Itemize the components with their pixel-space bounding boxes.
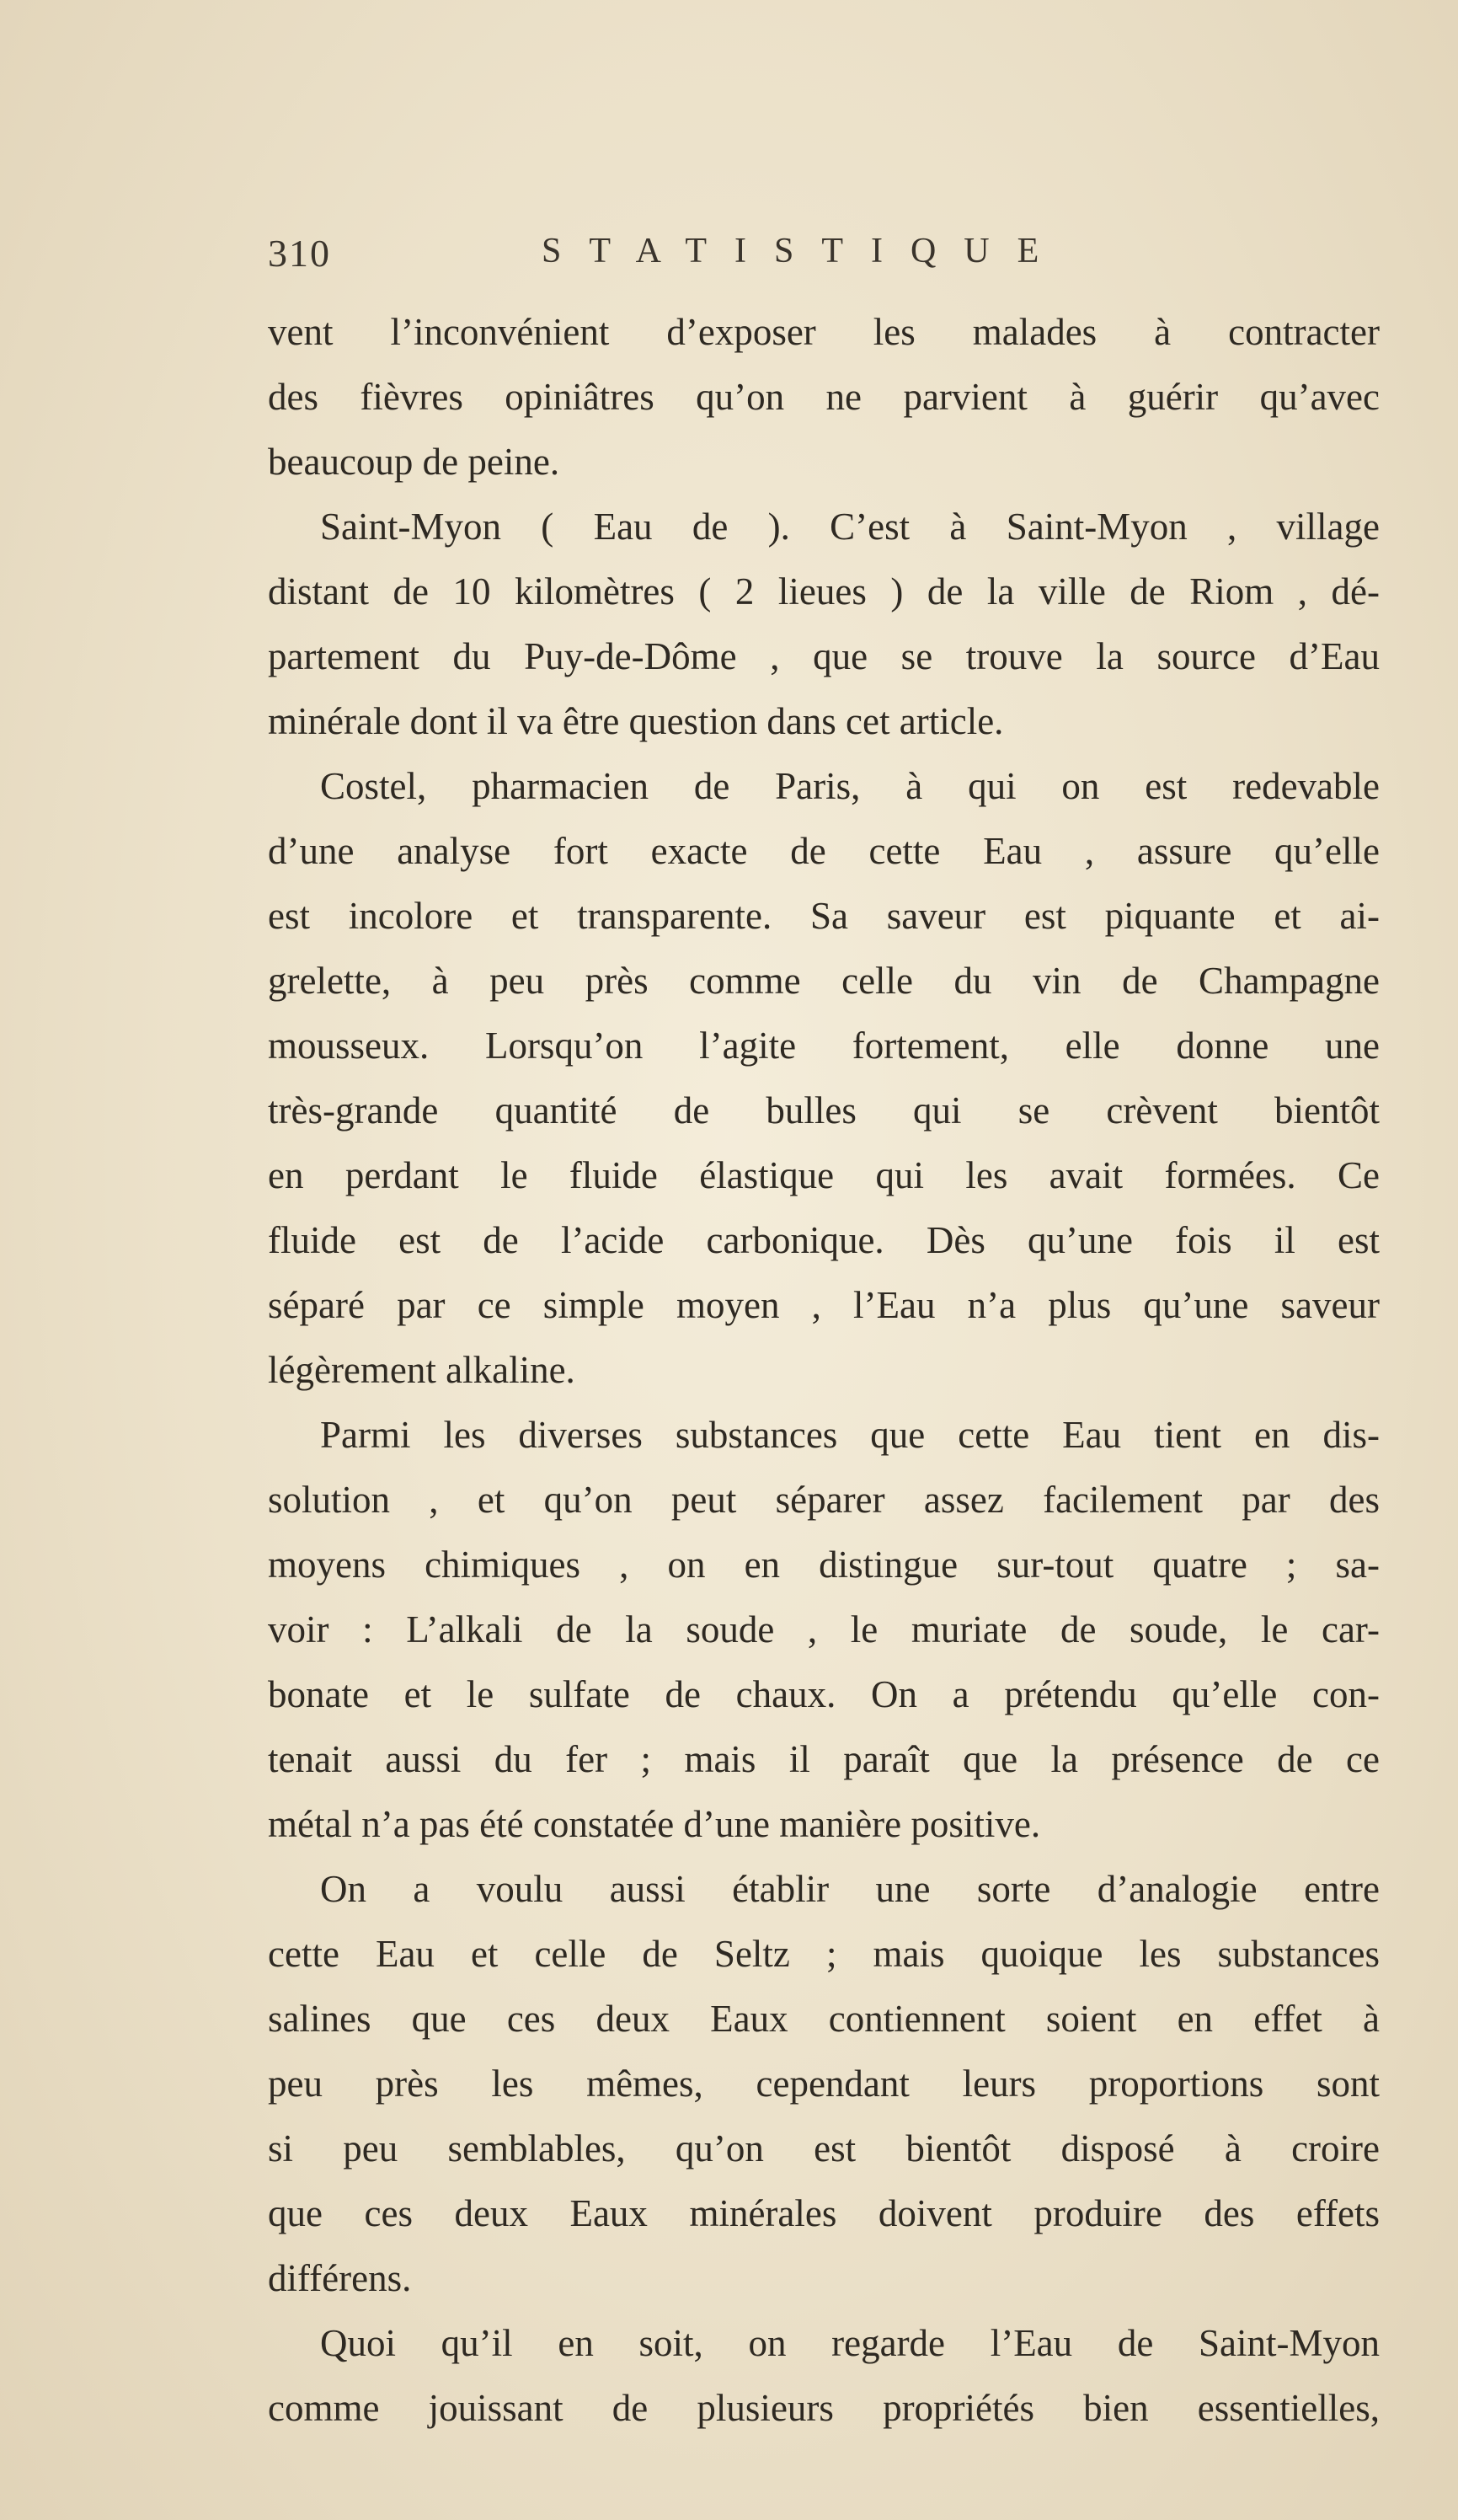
text-line: métal n’a pas été constatée d’une manière positive. [268,1803,1041,1845]
text-line: différens. [268,2257,412,2299]
text-line: bonate et le sulfate de chaux. On a prétendu qu’elle con- [268,1673,1380,1715]
text-line: Parmi les diverses substances que cette Eau tient en dis- [320,1414,1380,1456]
text-line: voir : L’alkali de la soude , le muriate de soude, le car- [268,1608,1380,1651]
text-line: tenait aussi du fer ; mais il paraît que la présence de ce [268,1738,1380,1780]
text-line: en perdant le fluide élastique qui les avait formées. Ce [268,1154,1380,1196]
text-line: mousseux. Lorsqu’on l’agite fortement, elle donne une [268,1025,1380,1067]
text-line: est incolore et transparente. Sa saveur est piquante et ai- [268,895,1380,937]
page-number: 310 [268,232,331,275]
text-line: que ces deux Eaux minérales doivent produire des effets [268,2192,1380,2234]
text-line: des fièvres opiniâtres qu’on ne parvient à guérir qu’avec [268,376,1380,418]
text-line: distant de 10 kilomètres ( 2 lieues ) de la ville de Riom , dé- [268,570,1380,613]
page-header [268,231,1110,281]
text-line: beaucoup de peine. [268,441,560,483]
text-line: légèrement alkaline. [268,1349,575,1391]
text-line: si peu semblables, qu’on est bientôt disposé à croire [268,2127,1380,2170]
text-line: d’une analyse fort exacte de cette Eau , assure qu’elle [268,830,1380,872]
text-line: comme jouissant de plusieurs propriétés bien essentielles, [268,2387,1380,2429]
text-line: cette Eau et celle de Seltz ; mais quoique les substances [268,1933,1380,1975]
text-line: fluide est de l’acide carbonique. Dès qu’une fois il est [268,1219,1380,1261]
body-text [268,300,1380,2441]
text-line: moyens chimiques , on en distingue sur-tout quatre ; sa- [268,1544,1380,1586]
text-line: minérale dont il va être question dans cet article. [268,700,1004,742]
text-line: Quoi qu’il en soit, on regarde l’Eau de Saint-Myon [320,2322,1380,2364]
text-line: grelette, à peu près comme celle du vin de Champagne [268,960,1380,1002]
text-line: Saint-Myon ( Eau de ). C’est à Saint-Myon , village [320,506,1380,548]
text-line: solution , et qu’on peut séparer assez facilement par des [268,1479,1380,1521]
text-line: On a voulu aussi établir une sorte d’analogie entre [320,1868,1380,1910]
text-line: vent l’inconvénient d’exposer les malades à contracter [268,311,1380,353]
text-line: très-grande quantité de bulles qui se crèvent bientôt [268,1089,1380,1132]
text-line: séparé par ce simple moyen , l’Eau n’a plus qu’une saveur [268,1284,1380,1326]
text-line: salines que ces deux Eaux contiennent soient en effet à [268,1998,1380,2040]
text-line: partement du Puy-de-Dôme , que se trouve la source d’Eau [268,635,1380,677]
text-line: Costel, pharmacien de Paris, à qui on est redevable [320,765,1380,807]
text-line: peu près les mêmes, cependant leurs proportions sont [268,2063,1380,2105]
running-head: STATISTIQUE [542,232,1067,270]
